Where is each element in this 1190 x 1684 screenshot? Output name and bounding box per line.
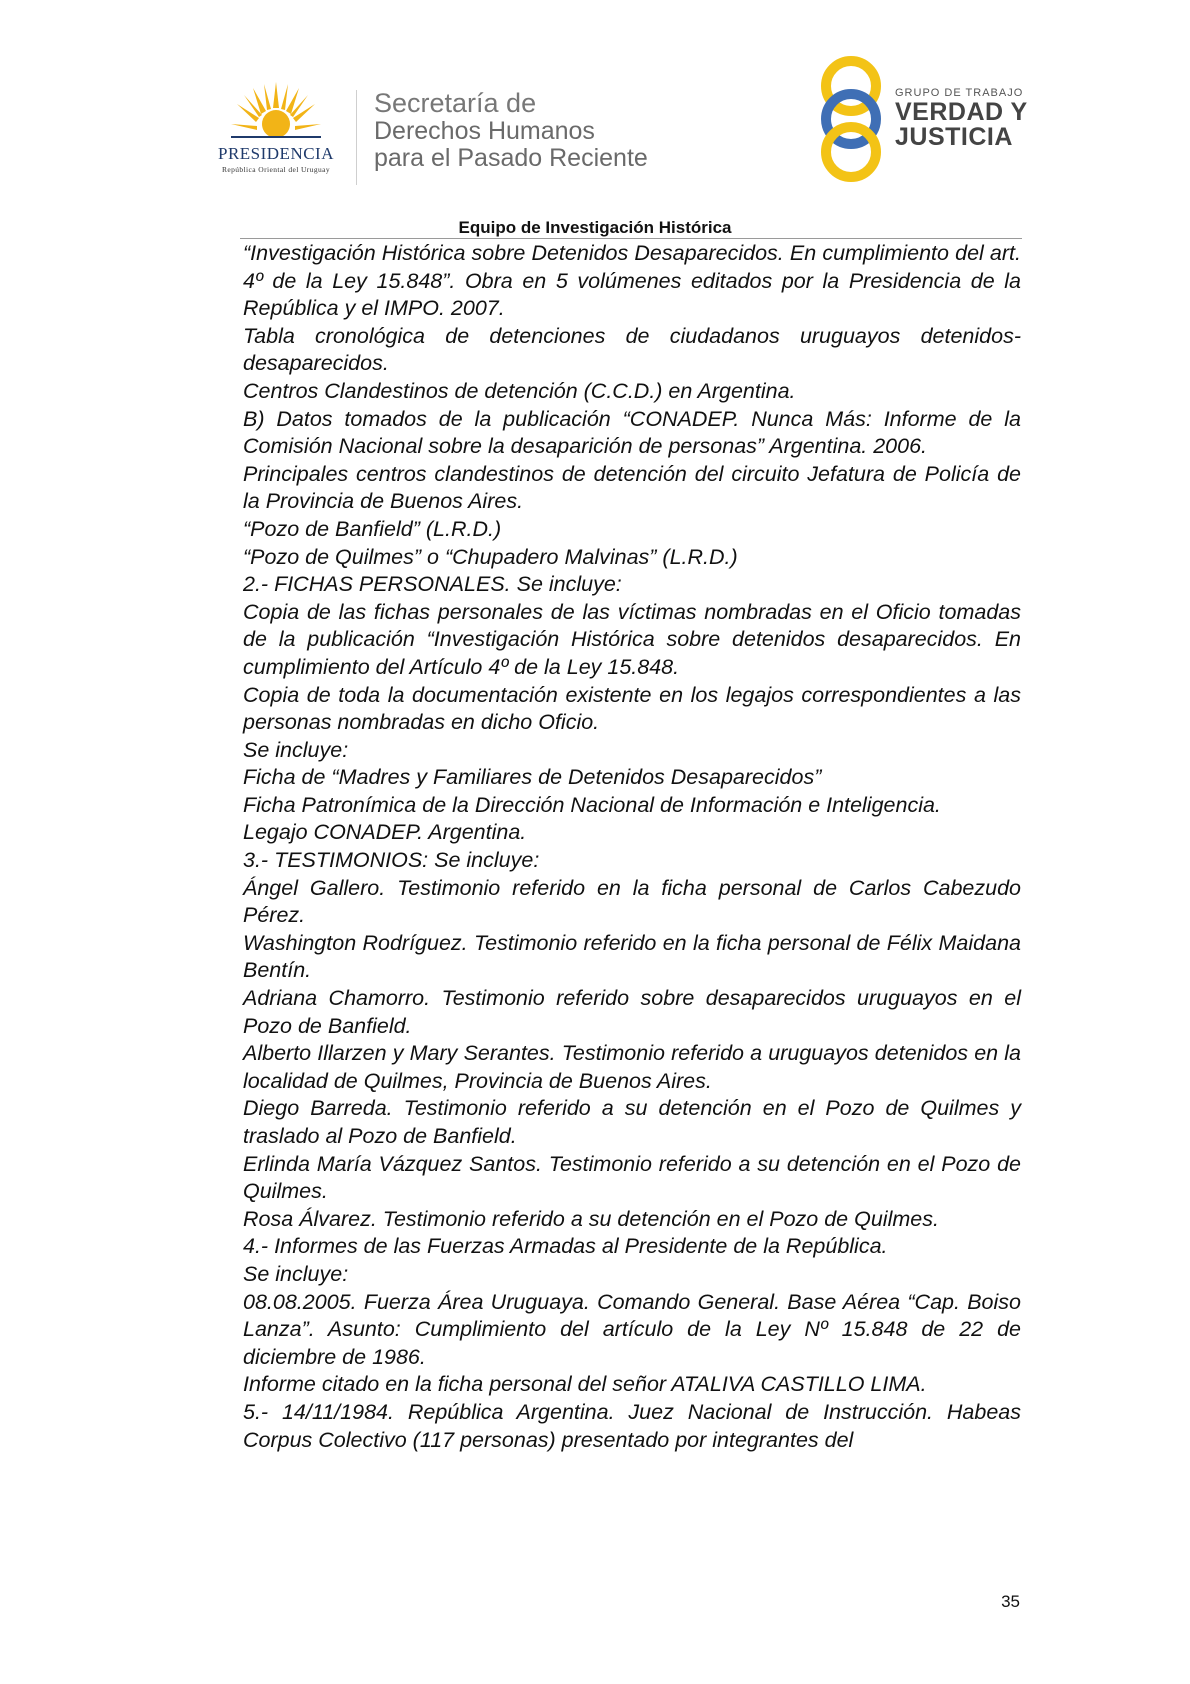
section-heading: 5.- 14/11/1984. República Argentina. Juez Nacional de Instrucción. Habeas Corpus Colectivo (117 personas) presentado por integrantes del: [243, 1399, 1021, 1452]
justicia-label: JUSTICIA: [895, 123, 1013, 151]
paragraph: Washington Rodríguez. Testimonio referido en la ficha personal de Félix Maidana Bentín.: [243, 930, 1021, 983]
presidencia-subtitle: República Oriental del Uruguay: [221, 165, 330, 174]
paragraph: “Investigación Histórica sobre Detenidos Desaparecidos. En cumplimiento del art. 4º de la Ley 15.848”. Obra en 5 volúmenes editados por la Presidencia de la República y el IMPO. 2007.: [243, 241, 1021, 321]
paragraph: Copia de toda la documentación existente en los legajos correspondientes a las personas nombradas en dicho Oficio.: [243, 682, 1021, 735]
paragraph: 08.08.2005. Fuerza Área Uruguaya. Comando General. Base Aérea “Cap. Boiso Lanza”. Asunto: Cumplimiento del artículo de la Ley Nº 15.848 de 22 de diciembre de 1986.: [243, 1289, 1021, 1369]
verdad-label: VERDAD Y: [895, 98, 1028, 126]
paragraph: Centros Clandestinos de detención (C.C.D.) en Argentina.: [243, 378, 796, 403]
document-body: [243, 240, 1021, 1454]
verdad-justicia-title: [895, 100, 1028, 150]
paragraph: Diego Barreda. Testimonio referido a su detención en el Pozo de Quilmes y traslado al Pozo de Banfield.: [243, 1096, 1021, 1148]
verdad-justicia-logo: [815, 54, 1055, 184]
secretaria-line-1: Secretaría de: [374, 88, 537, 118]
secretaria-line-3: para el Pasado Reciente: [374, 144, 648, 172]
secretaria-line-2: Derechos Humanos: [374, 117, 595, 145]
paragraph: Se incluye:: [243, 737, 349, 762]
paragraph: Ficha de “Madres y Familiares de Detenidos Desaparecidos”: [243, 765, 822, 790]
paragraph: Informe citado en la ficha personal del señor ATALIVA CASTILLO LIMA.: [243, 1372, 927, 1397]
paragraph: Ángel Gallero. Testimonio referido en la ficha personal de Carlos Cabezudo Pérez.: [243, 875, 1021, 928]
grupo-trabajo-label: GRUPO DE TRABAJO: [895, 87, 1024, 99]
team-title: Equipo de Investigación Histórica: [458, 218, 732, 237]
paragraph: “Pozo de Banfield” (L.R.D.): [243, 516, 502, 541]
section-heading: 4.- Informes de las Fuerzas Armadas al Presidente de la República.: [243, 1234, 888, 1259]
paragraph: Rosa Álvarez. Testimonio referido a su detención en el Pozo de Quilmes.: [243, 1206, 939, 1231]
rings-icon: [815, 54, 895, 184]
header-rule: [240, 238, 1022, 239]
page-number: 35: [1001, 1592, 1020, 1611]
paragraph: Legajo CONADEP. Argentina.: [243, 820, 527, 845]
page-header: [0, 0, 1190, 237]
paragraph: Tabla cronológica de detenciones de ciudadanos uruguayos detenidos-desaparecidos.: [243, 323, 1021, 376]
paragraph: B) Datos tomados de la publicación “CONADEP. Nunca Más: Informe de la Comisión Nacional sobre la desaparición de personas” Argentina. 2006.: [243, 406, 1021, 459]
section-heading: 2.- FICHAS PERSONALES. Se incluye:: [243, 572, 622, 597]
header-divider: [356, 90, 357, 185]
presidencia-logo: [196, 80, 356, 180]
paragraph: Alberto Illarzen y Mary Serantes. Testimonio referido a uruguayos detenidos en la localidad de Quilmes, Provincia de Buenos Aires.: [243, 1041, 1021, 1093]
secretaria-title: [374, 88, 648, 172]
paragraph: Erlinda María Vázquez Santos. Testimonio referido a su detención en el Pozo de Quilmes.: [243, 1151, 1021, 1204]
paragraph: Ficha Patronímica de la Dirección Nacional de Información e Inteligencia.: [243, 792, 941, 817]
presidencia-name: PRESIDENCIA: [217, 144, 334, 163]
paragraph: Adriana Chamorro. Testimonio referido sobre desaparecidos uruguayos en el Pozo de Banfield.: [243, 986, 1021, 1038]
paragraph: Copia de las fichas personales de las víctimas nombradas en el Oficio tomadas de la publicación “Investigación Histórica sobre detenidos desaparecidos. En cumplimiento del Artículo 4º de la Ley 15.848.: [243, 599, 1021, 679]
paragraph: Principales centros clandestinos de detención del circuito Jefatura de Policía de la Provincia de Buenos Aires.: [243, 461, 1021, 514]
sun-icon: [231, 80, 321, 142]
paragraph: Se incluye:: [243, 1261, 349, 1286]
section-heading: 3.- TESTIMONIOS: Se incluye:: [243, 848, 540, 873]
paragraph: “Pozo de Quilmes” o “Chupadero Malvinas” (L.R.D.): [243, 544, 738, 569]
